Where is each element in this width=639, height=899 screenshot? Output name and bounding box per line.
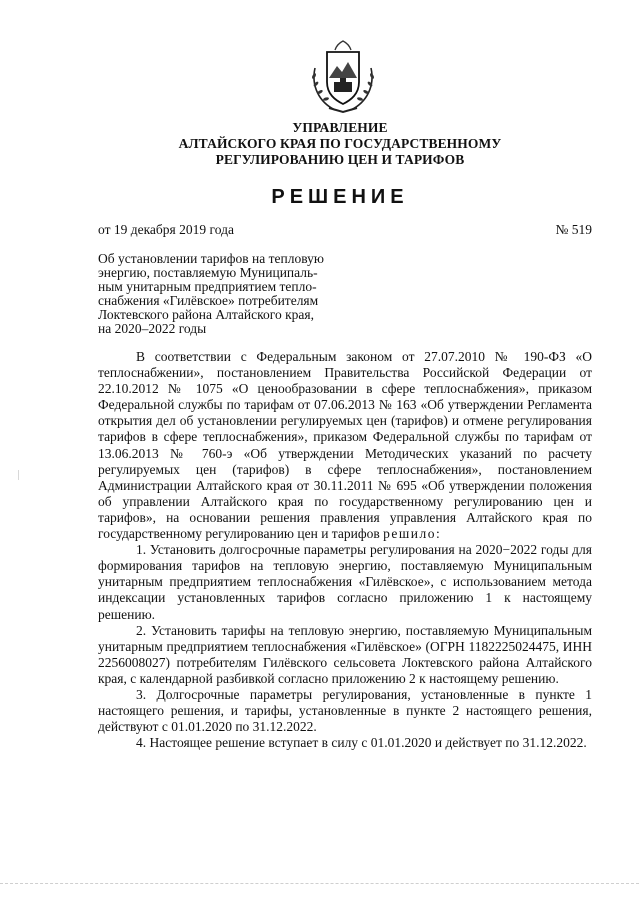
decision-date: от 19 декабря 2019 года	[98, 222, 234, 237]
subject-line: Об установлении тарифов на тепловую	[98, 251, 324, 266]
decided-word: решило	[383, 526, 436, 542]
decision-body	[98, 349, 592, 751]
decision-subject	[98, 252, 358, 336]
scan-edge-mark	[18, 470, 19, 480]
issuing-authority	[90, 120, 590, 168]
preamble-text: В соответствии с Федеральным законом от 27.07.2010 № 190-ФЗ «О теплоснабжении», постановлением Правительства Российской Федерации от 22.10.2012 № 1075 «О ценообразовании в сфере теплоснабжения», приказом Федеральной службы по тарифам от 07.06.2013 № 163 «Об утверждении Регламента открытия дел об установлении регулируемых цен (тарифов) и отмене регулирования тарифов в сфере теплоснабжения», приказом Федеральной службы по тарифам от 13.06.2013 № 760-э «Об утверждении Методических указаний по расчету регулируемых цен (тарифов) в сфере теплоснабжения», постановлением Администрации Алтайского края от 30.11.2011 № 695 «Об утверждении положения об управлении Алтайского края по государственному регулированию цен и тарифов», на основании решения правления управления Алтайского края по государственному регулированию цен и тарифов	[98, 349, 592, 542]
decision-item-2: 2. Установить тарифы на тепловую энергию, поставляемую Муниципальным унитарным предприятием теплоснабжения «Гилёвское» (ОГРН 1182225024475, ИНН 2256008027) потребителям Гилёвского сельсовета Локтевского района Алтайского края, с календарной разбивкой согласно приложению 2 к настоящему решению.	[98, 622, 592, 686]
scan-bottom-edge	[0, 883, 639, 884]
altai-emblem-icon	[305, 38, 381, 116]
authority-line-1: УПРАВЛЕНИЕ	[292, 120, 388, 135]
subject-line: энергию, поставляемую Муниципаль-	[98, 265, 318, 280]
decision-item-4: 4. Настоящее решение вступает в силу с 01.01.2020 и действует по 31.12.2022.	[136, 735, 587, 751]
preamble-colon: :	[435, 526, 440, 542]
coat-of-arms-emblem	[305, 38, 381, 116]
subject-line: Локтевского района Алтайского края,	[98, 307, 314, 322]
subject-line: ным унитарным предприятием тепло-	[98, 279, 317, 294]
subject-line: снабжения «Гилёвское» потребителям	[98, 293, 319, 308]
authority-line-3: РЕГУЛИРОВАНИЮ ЦЕН И ТАРИФОВ	[215, 152, 465, 167]
decision-number: № 519	[555, 222, 592, 237]
decision-item-3: 3. Долгосрочные параметры регулирования, установленные в пункте 1 настоящего решения, и тарифы, установленные в пункте 2 настоящего решения, действуют с 01.01.2020 по 31.12.2022.	[98, 686, 592, 735]
document-type-title: РЕШЕНИЕ	[271, 186, 409, 208]
preamble-paragraph	[98, 349, 592, 542]
decision-item-1: 1. Установить долгосрочные параметры регулирования на 2020−2022 годы для формирования тарифов на тепловую энергию, поставляемую Муниципальным унитарным предприятием теплоснабжения «Гилёвское», с использованием метода индексации установленных тарифов согласно приложению 1 к настоящему решению.	[98, 542, 592, 622]
date-number-line	[98, 222, 592, 238]
subject-line: на 2020–2022 годы	[98, 321, 207, 336]
authority-line-2: АЛТАЙСКОГО КРАЯ ПО ГОСУДАРСТВЕННОМУ	[178, 136, 502, 151]
